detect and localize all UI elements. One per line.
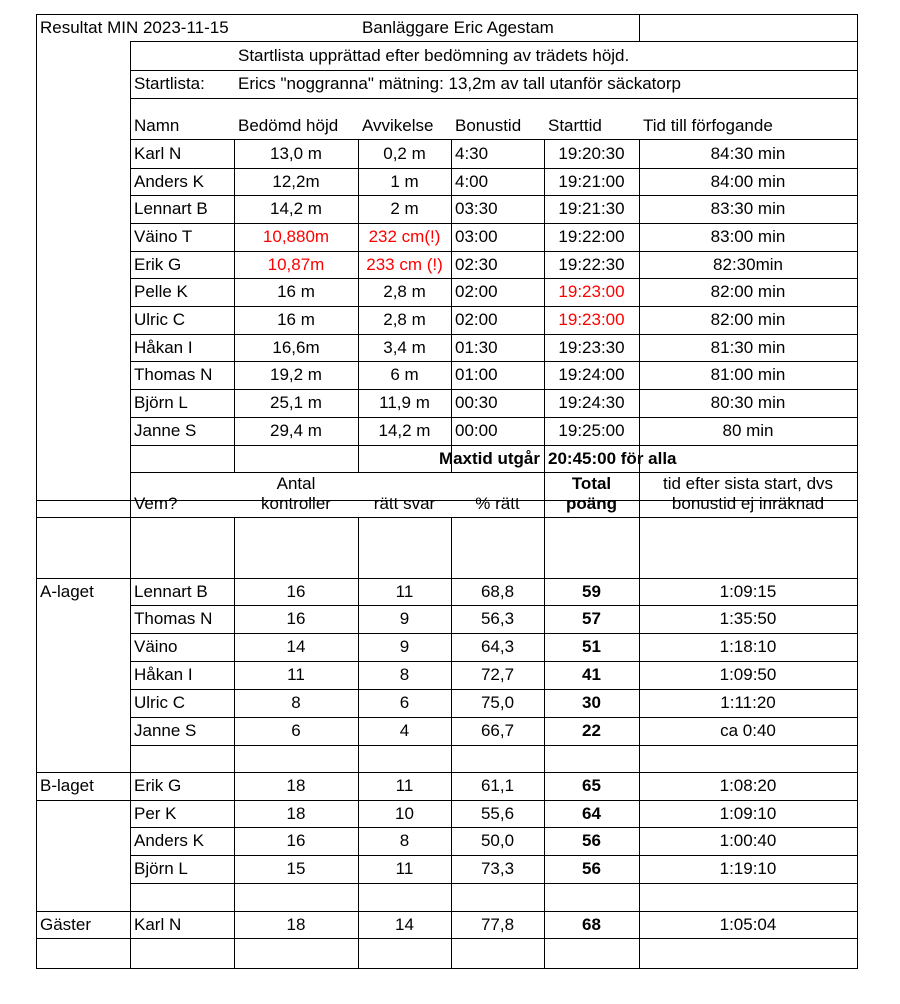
- startlist-deviation-cell: 2,8 m: [383, 282, 426, 301]
- startlist-bonus-cell: 01:00: [455, 365, 498, 384]
- startlist-start-cell: 19:23:30: [558, 337, 625, 357]
- startlist-header-available: Tid till förfogande: [643, 116, 773, 135]
- results-name-cell: Björn L: [134, 859, 188, 878]
- startlist-name-cell: Thomas N: [134, 365, 213, 384]
- startlist-start-cell: 19:23:00: [558, 310, 625, 329]
- startlist-bonus-cell: 00:30: [455, 393, 498, 412]
- results-controls-cell: 18: [286, 803, 306, 823]
- results-controls-cell: 8: [291, 693, 301, 712]
- results-controls-cell: 18: [286, 776, 306, 795]
- results-points-cell: 56: [582, 831, 601, 850]
- startlist-header-height: Bedömd höjd: [238, 116, 339, 135]
- results-controls-cell: 14: [286, 637, 306, 656]
- startlist-available-cell: 83:30 min: [710, 199, 786, 218]
- results-header-time-line: bonustid ej inräknad: [671, 494, 825, 513]
- startlist-available-cell: 81:00 min: [710, 365, 786, 384]
- results-time-cell: 1:19:10: [719, 859, 777, 878]
- startlist-bonus-cell: 02:00: [455, 282, 498, 301]
- results-time-cell: 1:09:15: [719, 581, 777, 601]
- results-controls-cell: 16: [286, 609, 306, 628]
- results-header-who: Vem?: [134, 494, 178, 513]
- startlist-start-cell: 19:21:30: [558, 199, 625, 218]
- startlist-height-cell: 29,4 m: [270, 421, 322, 440]
- grid-line: [130, 745, 858, 746]
- startlist-available-cell: 80 min: [722, 421, 774, 440]
- startlist-bonus-cell: 4:00: [455, 171, 489, 191]
- team-label: B-laget: [40, 776, 94, 795]
- results-percent-cell: 77,8: [480, 914, 515, 934]
- results-time-cell: ca 0:40: [720, 721, 776, 740]
- startlist-height-cell: 19,2 m: [270, 365, 322, 384]
- startlist-height-cell: 13,0 m: [270, 143, 322, 163]
- startlist-label: Startlista:: [134, 74, 205, 93]
- results-time-cell: 1:18:10: [719, 637, 777, 656]
- results-percent-cell: 73,3: [480, 859, 515, 878]
- results-percent-cell: 68,8: [480, 581, 515, 601]
- startlist-bonus-cell: 03:00: [455, 227, 498, 246]
- results-controls-cell: 6: [291, 721, 301, 740]
- startlist-name-cell: Lennart B: [134, 199, 208, 218]
- startlist-height-cell: 12,2m: [272, 171, 320, 191]
- startlist-start-cell: 19:22:00: [558, 227, 625, 246]
- results-header-time: [639, 474, 857, 517]
- results-points-cell: 64: [582, 803, 601, 823]
- measurement-note: Erics "noggranna" mätning: 13,2m av tall utanför säckatorp: [238, 74, 681, 93]
- startlist-height-cell: 16 m: [277, 282, 315, 301]
- grid-line: [36, 938, 858, 939]
- startlist-start-cell: 19:21:00: [558, 171, 625, 191]
- results-percent-cell: 56,3: [480, 609, 515, 628]
- startlist-available-cell: 84:30 min: [710, 143, 786, 163]
- startlist-bonus-cell: 03:30: [455, 199, 498, 218]
- startlist-name-cell: Anders K: [134, 171, 204, 191]
- startlist-available-cell: 82:30min: [713, 254, 783, 274]
- grid-line: [36, 517, 858, 518]
- startlist-deviation-cell: 233 cm (!): [366, 254, 443, 274]
- startlist-bonus-cell: 02:00: [455, 310, 498, 329]
- startlist-height-cell: 10,880m: [262, 227, 330, 246]
- results-points-cell: 57: [582, 609, 601, 628]
- results-name-cell: Karl N: [134, 914, 182, 934]
- startlist-bonus-cell: 4:30: [455, 143, 489, 163]
- results-time-cell: 1:09:50: [719, 665, 777, 684]
- startlist-note: Startlista upprättad efter bedömning av trädets höjd.: [238, 45, 630, 65]
- results-percent-cell: 64,3: [480, 637, 515, 656]
- startlist-start-cell: 19:24:30: [558, 393, 625, 412]
- startlist-header-bonus: Bonustid: [455, 116, 522, 135]
- results-points-cell: 56: [582, 859, 601, 878]
- grid-line: [36, 968, 858, 969]
- startlist-available-cell: 80:30 min: [710, 393, 786, 412]
- results-points-cell: 65: [582, 776, 601, 795]
- grid-line: [130, 883, 858, 884]
- results-correct-cell: 11: [395, 581, 414, 601]
- results-percent-cell: 72,7: [480, 665, 515, 684]
- results-time-cell: 1:09:10: [719, 803, 777, 823]
- results-correct-cell: 8: [399, 831, 410, 850]
- results-header-controls-line: Antal: [276, 474, 316, 493]
- results-time-cell: 1:05:04: [719, 914, 777, 934]
- startlist-header-deviation: Avvikelse: [362, 116, 434, 135]
- results-controls-cell: 18: [286, 914, 306, 934]
- startlist-name-cell: Karl N: [134, 143, 182, 163]
- results-correct-cell: 9: [399, 637, 410, 656]
- startlist-bonus-cell: 01:30: [455, 337, 498, 357]
- startlist-deviation-cell: 1 m: [390, 171, 419, 191]
- team-label: Gäster: [40, 914, 92, 934]
- results-points-cell: 30: [582, 693, 601, 712]
- grid-line: [130, 472, 858, 473]
- results-percent-cell: 55,6: [480, 803, 515, 823]
- startlist-height-cell: 14,2 m: [270, 199, 322, 218]
- results-header-controls: [234, 474, 358, 517]
- results-percent-cell: 75,0: [480, 693, 515, 712]
- result-title: Resultat MIN 2023-11-15: [40, 17, 229, 37]
- results-points-cell: 68: [582, 914, 601, 934]
- startlist-start-cell: 19:25:00: [558, 421, 625, 440]
- startlist-name-cell: Björn L: [134, 393, 188, 412]
- results-name-cell: Ulric C: [134, 693, 185, 712]
- startlist-start-cell: 19:24:00: [558, 365, 625, 384]
- startlist-deviation-cell: 3,4 m: [383, 337, 426, 357]
- results-correct-cell: 11: [395, 776, 414, 795]
- grid-line: [36, 14, 37, 969]
- startlist-header-start: Starttid: [548, 116, 602, 135]
- results-correct-cell: 11: [395, 859, 414, 878]
- startlist-start-cell: 19:23:00: [558, 282, 625, 301]
- startlist-bonus-cell: 00:00: [455, 421, 498, 440]
- startlist-height-cell: 10,87m: [267, 254, 325, 274]
- results-percent-cell: 61,1: [480, 776, 515, 795]
- results-correct-cell: 10: [395, 803, 414, 823]
- results-percent-cell: 66,7: [480, 721, 515, 740]
- results-header-total-line: poäng: [566, 494, 617, 513]
- results-controls-cell: 15: [286, 859, 306, 878]
- startlist-deviation-cell: 0,2 m: [383, 143, 426, 163]
- startlist-name-cell: Håkan I: [134, 337, 193, 357]
- startlist-deviation-cell: 232 cm(!): [368, 227, 441, 246]
- course-setter: Banläggare Eric Agestam: [362, 17, 554, 37]
- startlist-available-cell: 81:30 min: [710, 337, 786, 357]
- startlist-bonus-cell: 02:30: [455, 254, 498, 274]
- results-points-cell: 51: [582, 637, 601, 656]
- startlist-name-cell: Väino T: [134, 227, 193, 246]
- results-correct-cell: 8: [399, 665, 410, 684]
- maxtime-value: 20:45:00 för alla: [548, 448, 677, 468]
- grid-line: [857, 14, 858, 969]
- results-name-cell: Väino: [134, 637, 178, 656]
- startlist-available-cell: 83:00 min: [710, 227, 786, 246]
- results-header-controls-line: kontroller: [261, 494, 331, 513]
- results-time-cell: 1:08:20: [719, 776, 777, 795]
- startlist-available-cell: 82:00 min: [710, 310, 786, 329]
- results-correct-cell: 14: [395, 914, 414, 934]
- startlist-deviation-cell: 14,2 m: [378, 421, 431, 440]
- results-time-cell: 1:00:40: [719, 831, 777, 850]
- startlist-deviation-cell: 6 m: [390, 365, 419, 384]
- results-correct-cell: 6: [399, 693, 410, 712]
- maxtime-label: Maxtid utgår: [438, 448, 540, 468]
- results-name-cell: Lennart B: [134, 581, 208, 601]
- results-header-percent: % rätt: [475, 494, 520, 513]
- startlist-start-cell: 19:20:30: [558, 143, 625, 163]
- startlist-height-cell: 25,1 m: [270, 393, 322, 412]
- startlist-header-name: Namn: [134, 116, 180, 135]
- results-correct-cell: 9: [399, 609, 410, 628]
- results-name-cell: Per K: [134, 803, 177, 823]
- results-controls-cell: 16: [286, 831, 306, 850]
- startlist-name-cell: Janne S: [134, 421, 197, 440]
- startlist-available-cell: 82:00 min: [710, 282, 786, 301]
- results-header-correct: rätt svar: [373, 494, 436, 513]
- results-controls-cell: 16: [286, 581, 306, 601]
- results-header-total-line: Total: [571, 474, 612, 493]
- results-name-cell: Erik G: [134, 776, 182, 795]
- results-points-cell: 41: [582, 665, 601, 684]
- startlist-height-cell: 16,6m: [272, 337, 320, 357]
- startlist-name-cell: Erik G: [134, 254, 182, 274]
- startlist-deviation-cell: 2,8 m: [383, 310, 426, 329]
- results-correct-cell: 4: [399, 721, 410, 740]
- startlist-height-cell: 16 m: [277, 310, 315, 329]
- results-points-cell: 22: [582, 721, 601, 740]
- results-controls-cell: 11: [287, 665, 305, 684]
- results-name-cell: Håkan I: [134, 665, 193, 684]
- startlist-deviation-cell: 2 m: [390, 199, 419, 218]
- team-label: A-laget: [40, 581, 94, 601]
- results-header-total: [544, 474, 639, 517]
- results-header-time-line: tid efter sista start, dvs: [662, 474, 834, 493]
- startlist-start-cell: 19:22:30: [558, 254, 625, 274]
- startlist-available-cell: 84:00 min: [710, 171, 786, 191]
- startlist-deviation-cell: 11,9 m: [379, 393, 430, 412]
- results-name-cell: Thomas N: [134, 609, 213, 628]
- results-name-cell: Anders K: [134, 831, 204, 850]
- results-time-cell: 1:11:20: [720, 693, 776, 712]
- results-points-cell: 59: [582, 581, 601, 601]
- startlist-name-cell: Pelle K: [134, 282, 188, 301]
- startlist-name-cell: Ulric C: [134, 310, 185, 329]
- results-percent-cell: 50,0: [480, 831, 515, 850]
- results-name-cell: Janne S: [134, 721, 197, 740]
- results-sheet: [36, 14, 857, 968]
- results-time-cell: 1:35:50: [719, 609, 777, 628]
- grid-line: [639, 14, 640, 42]
